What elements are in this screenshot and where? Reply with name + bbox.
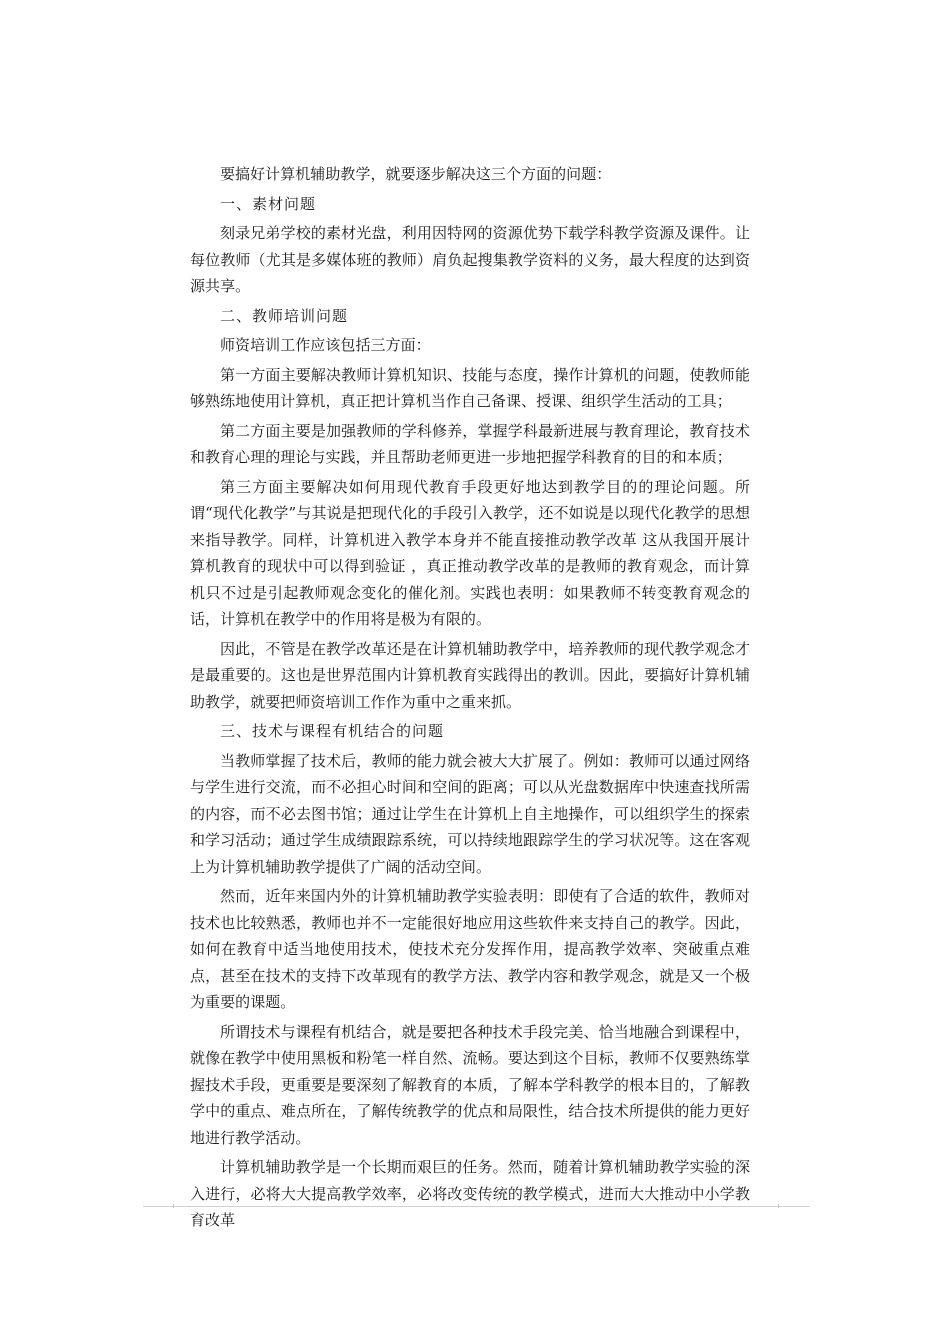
body-paragraph: 然而，近年来国内外的计算机辅助教学实验表明：即使有了合适的软件，教师对技术也比较熟悉，教师也并不一定能很好地应用这些软件来支持自己的教学。因此，如何在教育中适当地使用技术，使技术充分发挥作用，提高教学效率、突破重点难点，甚至在技术的支持下改革现有的教学方法、教学内容和教学观念，就是又一个极为重要的课题。 xyxy=(190,887,750,1011)
footer-rule-tick-left xyxy=(173,1204,174,1208)
intro-paragraph: 要搞好计算机辅助教学，就要逐步解决这三个方面的问题： xyxy=(220,165,612,183)
body-paragraph: 当教师掌握了技术后，教师的能力就会被大大扩展了。例如：教师可以通过网络与学生进行交流，而不必担心时间和空间的距离；可以从光盘数据库中快速查找所需的内容，而不必去图书馆；通过让学生在计算机上自主地操作，可以组织学生的探索和学习活动；通过学生成绩跟踪系统，可以持续地跟踪学生的学习状况等。这在客观上为计算机辅助教学提供了广阔的活动空间。 xyxy=(190,751,750,876)
body-paragraph: 刻录兄弟学校的素材光盘，利用因特网的资源优势下载学科教学资源及课件。让每位教师（尤其是多媒体班的教师）肩负起搜集教学资料的义务，最大程度的达到资源共享。 xyxy=(190,224,750,295)
section-heading-tech-curriculum: 三、技术与课程有机结合的问题 xyxy=(220,722,445,740)
body-paragraph: 第三方面主要解决如何用现代教育手段更好地达到教学目的的理论问题。所谓“现代化教学”与其说是把现代化的手段引入教学，还不如说是以现代化教学的思想来指导教学。同样，计算机进入教学本身并不能直接推动教学改革 这从我国开展计算机教育的现状中可以得到验证 ，真正推动教学改革的是教师的教育观念，而计算机只不过是引起教师观念变化的催化剂。实践也表明：如果教师不转变教育观念的话，计算机在教学中的作用将是极为有限的。 xyxy=(190,477,750,628)
section-heading-teacher-training: 二、教师培训问题 xyxy=(220,306,349,325)
footer-rule-tick-right xyxy=(778,1204,779,1208)
body-paragraph: 第二方面主要是加强教师的学科修养，掌握学科最新进展与教育理论，教育技术和教育心理的理论与实践，并且帮助老师更进一步地把握学科教育的目的和本质； xyxy=(190,421,750,466)
document-body xyxy=(190,161,750,1234)
body-paragraph: 师资培训工作应该包括三方面： xyxy=(220,336,431,354)
body-paragraph: 计算机辅助教学是一个长期而艰巨的任务。然而，随着计算机辅助教学实验的深入进行，必将大大提高教学效率，必将改变传统的教学模式，进而大大推动中小学教育改革 xyxy=(190,1158,750,1229)
body-paragraph: 因此，不管是在教学改革还是在计算机辅助教学中，培养教师的现代教学观念才是最重要的。这也是世界范围内计算机教育实践得出的教训。因此，要搞好计算机辅助教学，就要把师资培训工作作为重中之重来抓。 xyxy=(190,639,750,711)
body-paragraph: 第一方面主要解决教师计算机知识、技能与态度，操作计算机的问题，使教师能够熟练地使用计算机，真正把计算机当作自己备课、授课、组织学生活动的工具； xyxy=(190,365,750,410)
section-heading-materials: 一、素材问题 xyxy=(220,194,317,213)
page-footer-rule xyxy=(143,1206,810,1207)
body-paragraph: 所谓技术与课程有机结合，就是要把各种技术手段完美、恰当地融合到课程中，就像在教学中使用黑板和粉笔一样自然、流畅。要达到这个目标，教师不仅要熟练掌握技术手段，更重要是要深刻了解教育的本质，了解本学科教学的根本目的，了解教学中的重点、难点所在，了解传统教学的优点和局限性，结合技术所提供的能力更好地进行教学活动。 xyxy=(190,1022,750,1147)
